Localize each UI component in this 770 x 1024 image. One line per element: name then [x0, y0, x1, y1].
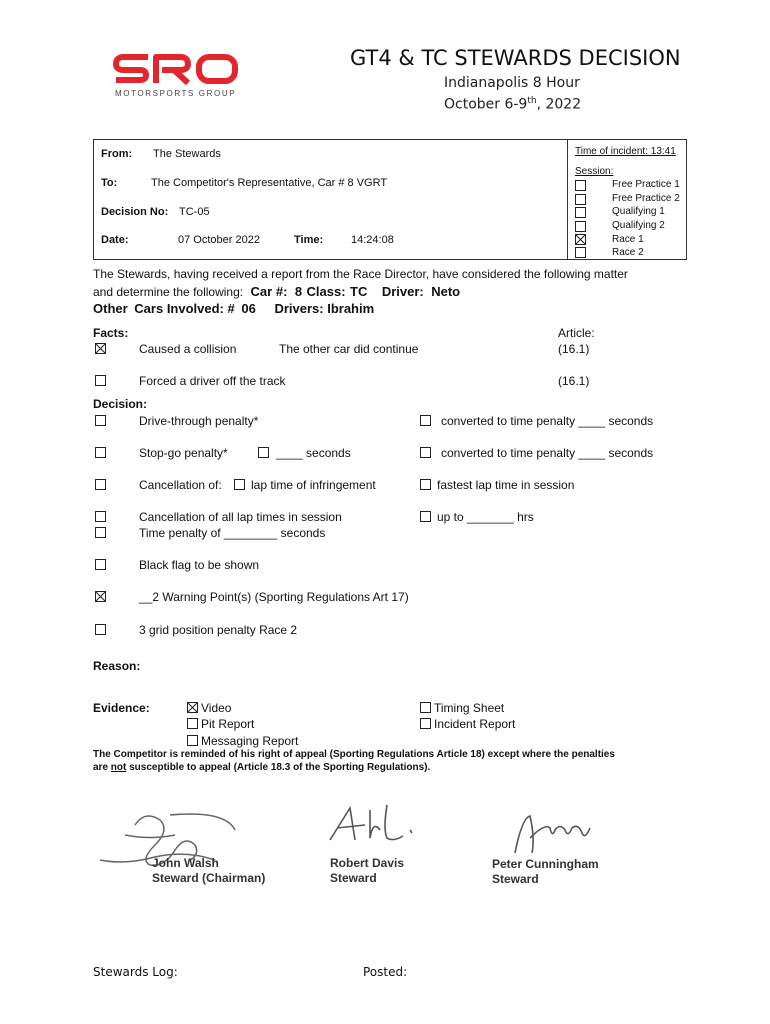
fact-collision-article: (16.1) — [558, 342, 590, 356]
timing-sheet-label: Timing Sheet — [434, 701, 505, 715]
signature-peter-cunningham — [510, 808, 600, 858]
steward-3-name: Peter Cunningham — [492, 857, 599, 871]
fastest-lap-checkbox[interactable] — [420, 479, 431, 490]
session-checkbox[interactable] — [575, 247, 586, 258]
pit-report-checkbox[interactable] — [187, 718, 198, 729]
decision-no-label: Decision No: — [101, 206, 169, 218]
converted-checkbox-1[interactable] — [420, 415, 431, 426]
date-value: 07 October 2022 — [178, 234, 260, 246]
decision-info-box — [93, 139, 687, 260]
class-label: Class: — [306, 284, 346, 299]
steward-2 — [330, 856, 404, 886]
drive-through-label: Drive-through penalty* — [139, 414, 259, 428]
checkmark-x-icon — [576, 235, 585, 244]
article-heading: Article: — [558, 326, 595, 340]
fact-collision: Caused a collision — [139, 342, 237, 356]
evidence-incident-report — [420, 717, 515, 731]
session-label: Session: — [575, 166, 614, 177]
drive-through-checkbox[interactable] — [95, 415, 106, 426]
evidence-timing-sheet — [420, 701, 504, 715]
other-label: Other — [93, 301, 128, 316]
up-to-checkbox[interactable] — [420, 511, 431, 522]
session-checkbox-race1-checked[interactable] — [575, 234, 586, 245]
converted-checkbox-2[interactable] — [420, 447, 431, 458]
intro-line-1: The Stewards, having received a report from the Race Director, have considered the following matter — [93, 267, 628, 281]
facts-heading: Facts: — [93, 326, 129, 340]
time-value: 14:24:08 — [351, 234, 394, 246]
logo-subtext: MOTORSPORTS GROUP — [115, 89, 237, 98]
checkmark-x-icon — [96, 344, 105, 353]
steward-1-role: Steward (Chairman) — [152, 871, 266, 885]
from-label: From: — [101, 148, 133, 160]
time-penalty-checkbox[interactable] — [95, 527, 106, 538]
converted-label-1: converted to time penalty ____ seconds — [441, 414, 654, 428]
appeal-line-2 — [93, 762, 430, 773]
to-label: To: — [101, 177, 118, 189]
event-dates — [444, 96, 581, 113]
incident-time: Time of incident: 13:41 — [575, 146, 676, 157]
stop-go-checkbox[interactable] — [95, 447, 106, 458]
steward-2-role: Steward — [330, 871, 377, 885]
messaging-report-label: Messaging Report — [201, 734, 299, 748]
converted-label-2: converted to time penalty ____ seconds — [441, 446, 654, 460]
grid-penalty-checkbox[interactable] — [95, 624, 106, 635]
evidence-label: Evidence: — [93, 701, 150, 715]
event-name: Indianapolis 8 Hour — [444, 75, 580, 91]
from-value: The Stewards — [153, 148, 221, 160]
evidence-video — [187, 701, 231, 715]
date-label: Date: — [101, 234, 129, 246]
intro-prefix: and determine the following: — [93, 285, 244, 299]
checkmark-x-icon — [188, 703, 197, 712]
event-dates-main: October 6-9 — [444, 96, 528, 113]
to-value: The Competitor's Representative, Car # 8 VGRT — [151, 177, 388, 189]
event-dates-year: , 2022 — [536, 96, 582, 113]
decision-no-value: TC-05 — [179, 206, 210, 218]
cancel-all-checkbox[interactable] — [95, 511, 106, 522]
timing-sheet-checkbox[interactable] — [420, 702, 431, 713]
event-dates-sup: th — [527, 96, 537, 106]
up-to-label: up to _______ hrs — [437, 510, 534, 524]
session-label-q2: Qualifying 2 — [612, 220, 665, 231]
other-cars-label: Cars Involved: # — [134, 301, 235, 316]
driver-label: Driver: — [381, 284, 424, 299]
session-checkbox[interactable] — [575, 221, 586, 232]
incident-report-checkbox[interactable] — [420, 718, 431, 729]
session-checkbox[interactable] — [575, 180, 586, 191]
document-title: GT4 & TC STEWARDS DECISION — [350, 46, 681, 70]
messaging-report-checkbox[interactable] — [187, 735, 198, 746]
appeal-not: not — [110, 762, 127, 773]
posted-label: Posted: — [363, 965, 408, 979]
steward-2-name: Robert Davis — [330, 856, 405, 870]
steward-3-role: Steward — [492, 872, 539, 886]
other-drivers-value: Ibrahim — [327, 301, 375, 316]
video-checkbox-checked[interactable] — [187, 702, 198, 713]
pit-report-label: Pit Report — [201, 717, 255, 731]
warning-points-checkbox-checked[interactable] — [95, 591, 106, 602]
reason-label: Reason: — [93, 659, 141, 673]
incident-report-label: Incident Report — [434, 717, 516, 731]
stop-go-seconds-checkbox[interactable] — [258, 447, 269, 458]
evidence-messaging-report — [187, 734, 298, 748]
fact-collision-note: The other car did continue — [279, 342, 419, 356]
steward-1 — [152, 856, 265, 886]
session-label-race2: Race 2 — [612, 247, 644, 258]
stop-go-label: Stop-go penalty* — [139, 446, 228, 460]
checkmark-x-icon — [96, 592, 105, 601]
driver-value: Neto — [431, 284, 461, 299]
other-cars-line — [93, 301, 374, 316]
intro-line-2 — [93, 283, 460, 301]
video-label: Video — [201, 701, 232, 715]
appeal-post: susceptible to appeal (Article 18.3 of the Sporting Regulations). — [129, 762, 431, 773]
warning-points-label: __2 Warning Point(s) (Sporting Regulations Art 17) — [139, 590, 409, 604]
other-drivers-label: Drivers: — [274, 301, 324, 316]
decision-heading: Decision: — [93, 397, 148, 411]
fastest-lap-label: fastest lap time in session — [437, 478, 575, 492]
appeal-pre: are — [93, 762, 109, 773]
session-label-fp1: Free Practice 1 — [612, 179, 680, 190]
class-value: TC — [350, 284, 368, 299]
lap-infringement-label: lap time of infringement — [251, 478, 376, 492]
time-label: Time: — [294, 234, 324, 246]
fact-checkbox-forced-off[interactable] — [95, 375, 106, 386]
black-flag-checkbox[interactable] — [95, 559, 106, 570]
lap-infringement-checkbox[interactable] — [234, 479, 245, 490]
cancellation-of-label: Cancellation of: — [139, 478, 222, 492]
black-flag-label: Black flag to be shown — [139, 558, 260, 572]
sro-logo — [112, 52, 244, 100]
sro-logo-wordmark — [112, 52, 240, 86]
steward-1-name: John Walsh — [152, 856, 219, 870]
stewards-log-label: Stewards Log: — [93, 965, 178, 979]
session-checkbox[interactable] — [575, 194, 586, 205]
fact-forced-off: Forced a driver off the track — [139, 374, 286, 388]
cancellation-checkbox[interactable] — [95, 479, 106, 490]
fact-forced-off-article: (16.1) — [558, 374, 590, 388]
other-cars-value: 06 — [241, 301, 256, 316]
steward-3 — [492, 857, 599, 887]
session-checkbox[interactable] — [575, 207, 586, 218]
signature-robert-davis — [325, 800, 425, 850]
stop-go-seconds-label: ____ seconds — [276, 446, 351, 460]
cancel-all-label: Cancellation of all lap times in session — [139, 510, 342, 524]
session-label-fp2: Free Practice 2 — [612, 193, 680, 204]
car-label: Car #: — [250, 284, 288, 299]
appeal-line-1: The Competitor is reminded of his right of appeal (Sporting Regulations Article 18) except where the penalties — [93, 749, 615, 760]
grid-penalty-label: 3 grid position penalty Race 2 — [139, 623, 298, 637]
session-label-race1: Race 1 — [612, 234, 644, 245]
evidence-pit-report — [187, 717, 254, 731]
car-value: 8 — [294, 284, 303, 299]
session-label-q1: Qualifying 1 — [612, 206, 665, 217]
time-penalty-label: Time penalty of ________ seconds — [139, 526, 326, 540]
fact-checkbox-collision-checked[interactable] — [95, 343, 106, 354]
box-divider — [567, 140, 568, 259]
